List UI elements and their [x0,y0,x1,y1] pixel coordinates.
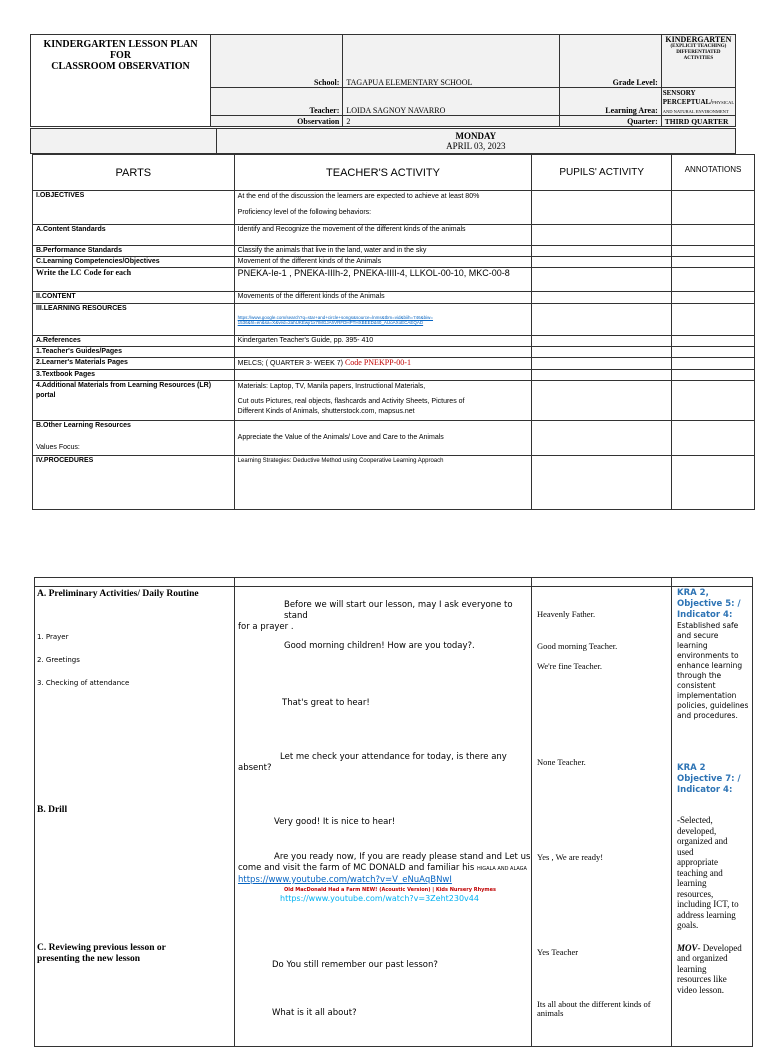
content-label: II.CONTENT [33,292,235,304]
lc-code-label: Write the LC Code for each [33,268,235,292]
teachers-activity-header: TEACHER'S ACTIVITY [234,155,532,191]
pupil-heavenly-father: Heavenly Father. [537,609,596,619]
additional-materials-label: 4.Additional Materials from Learning Resources (LR) portal [33,381,235,421]
grade-value: KINDERGARTEN (EXPLICIT TEACHING) DIFFERENTIATED ACTIVITIES [661,35,735,88]
annotation-text-2 [677,815,753,931]
lesson-plan-table [32,154,755,510]
parts-header: PARTS [33,155,235,191]
teacher-past-lesson-text: Do You still remember our past lesson? [272,960,438,970]
teacher-very-good-text: Very good! It is nice to hear! [274,817,396,827]
content-standards-label: A.Content Standards [33,225,235,246]
weekday: MONDAY [455,131,497,141]
pupil-none: None Teacher. [537,757,586,767]
quarter-label: Quarter: [559,116,661,127]
observation-label: Observation [211,116,343,127]
teacher-attendance-text: Let me check your attendance for today, is there any absent? [238,752,507,773]
annotation-line: and procedures. [677,711,738,720]
annotation-line: enhance learning [677,661,743,670]
objectives-text: At the end of the discussion the learners are expected to achieve at least 80% Proficiency level of the following behaviors: [234,191,532,225]
content-standards-text: Identify and Recognize the movement of the different kinds of the animals [234,225,532,246]
pupil-good-morning: Good morning Teacher. [537,641,618,651]
sub-attendance: 3. Checking of attendance [37,679,130,687]
section-review: C. Reviewing previous lesson or presenting the new lesson [37,943,166,964]
content-text: Movements of the different kinds of the Animals [234,292,532,304]
annotation-line: policies, guidelines [677,701,749,710]
lesson-date: APRIL 03, 2023 [446,141,506,151]
teacher-prayer-text: Before we will start our lesson, may I ask everyone to stand for a prayer . [238,600,513,632]
textbook-label: 3.Textbook Pages [33,370,235,381]
annotation-line: environments to [677,651,739,660]
annotation-line: learning [677,963,707,974]
annotation-line: resources like [677,974,727,984]
references-text: Kindergarten Teacher's Guide, pp. 395- 410 [234,336,532,347]
section-preliminary: A. Preliminary Activities/ Daily Routine [37,589,199,599]
annotation-line: learning [677,641,708,650]
procedures-text: Learning Strategies: Deductive Method using Cooperative Learning Approach [234,456,532,510]
learning-area-label: Learning Area: [559,88,661,116]
day-cell [216,129,735,154]
teachers-guides-label: 1.Teacher's Guides/Pages [33,347,235,358]
section-drill: B. Drill [37,805,68,815]
annotation-line: and secure [677,631,719,640]
day-blank-cell [31,129,217,154]
annotation-line: used [677,846,694,857]
annotation-line: implementation [677,691,737,700]
annotation-mov: MOV- Developed [677,942,742,953]
annotation-line: address learning [677,909,736,920]
sub-greetings: 2. Greetings [37,656,80,664]
lc-code-text: PNEKA-Ie-1 , PNEKA-IIIh-2, PNEKA-IIII-4, LLKOL-00-10, MKC-00-8 [234,268,532,292]
annotation-line: appropriate [677,857,718,867]
song-title: Old MacDonald Had a Farm NEW! (Acoustic Version) | Kids Nursery Rhymes [284,887,496,893]
performance-standards-text: Classify the animals that live in the land, water and in the sky [234,246,532,257]
annotation-kra-1: KRA 2, Objective 5: / Indicator 4: Established safe and secure learning environments to enhance learning through the consistent implementation policies, guidelines and procedures. [677,588,753,721]
other-resources-label: B.Other Learning Resources Values Focus: [33,421,235,456]
competencies-label: C.Learning Competencies/Objectives [33,257,235,268]
pupil-yes-teacher: Yes Teacher [537,947,579,957]
annotation-line: learning [677,878,707,888]
learning-resources-label: III.LEARNING RESOURCES [33,304,235,336]
additional-materials-text: Materials: Laptop, TV, Manila papers, Instructional Materials, Cut outs Pictures, real objects, flashcards and Activity Sheets, Pictures of Different Kinds of Animals, shutterstock.com, mapsus.net [234,381,532,421]
competencies-text: Movement of the different kinds of the Animals [234,257,532,268]
day-table [30,128,736,154]
annotation-text-3 [677,953,753,995]
annotation-line: -Selected, [677,815,713,825]
teacher-what-about-text: What is it all about? [272,1008,357,1018]
observation-value: 2 [343,116,559,127]
annotation-line: video lesson. [677,984,724,995]
annotation-line: Established safe [677,621,739,630]
procedures-label: IV.PROCEDURES [33,456,235,510]
annotation-line: organized and [677,836,728,846]
header-table [30,34,736,127]
teacher-drill-text: Are you ready now, If you are ready please stand and Let us come and visit the farm of MC DONALD and familiar his HIGALA AND ALAGA https://www.youtube.com/watch?v=V_eNuAqBNwI Old MacDonald Had a Farm NEW! (Acoustic Version) | Kids Nursery Rhymes https://www.youtube.com/watch?v=3Zeht230v44 [238,852,531,903]
annotations-header: ANNOTATIONS [672,155,755,191]
pupils-activity-header: PUPILS' ACTIVITY [532,155,672,191]
annotation-line: through the [677,671,722,680]
youtube-link-1[interactable]: https://www.youtube.com/watch?v=V_eNuAqBNwI [238,875,452,885]
teacher-value: LOIDA SAGNOY NAVARRO [343,88,559,116]
performance-standards-label: B.Performance Standards [33,246,235,257]
sub-prayer: 1. Prayer [37,633,69,641]
youtube-link-2[interactable]: https://www.youtube.com/watch?v=3Zeht230v44 [280,894,479,903]
annotation-line: consistent [677,681,716,690]
annotation-kra-2: KRA 2 Objective 7: / Indicator 4: -Selected, developed, organized and used appropriate teaching and learning resources, including ICT, to address learning goals. MOV- Developed and organized learning resources like video lesson. [677,763,753,995]
references-label: A.References [33,336,235,347]
values-focus-text: Appreciate the Value of the Animals/ Love and Care to the Animals [234,421,532,456]
teacher-great-text: That's great to hear! [282,698,370,708]
learners-materials-text: MELCS; ( QUARTER 3- WEEK 7) Code PNEKPP-00-1 [234,358,532,370]
annotation-line: including ICT, to [677,899,739,909]
learning-resources-link[interactable]: https://www.google.com/search?q=star+and+circle+songs&source=lnms&tbm=vid&biih=746&biw= 1536&hl=en&sa=X&ved=2ahUKEwjr1x7IMGJAhVRFDHPTHXBEEDd40_AUoAXoECAEQAD [234,304,532,336]
teacher-greeting-text: Good morning children! How are you today?. [284,641,475,651]
annotation-line: and organized [677,953,728,963]
annotation-line: goals. [677,920,699,930]
teacher-label: Teacher: [211,88,343,116]
learning-area-value: SENSORY PERCEPTUAL/PHYSICAL AND NATURAL ENVIRONMENT [662,89,734,114]
learners-materials-label: 2.Learner's Materials Pages [33,358,235,370]
objectives-label: I.OBJECTIVES [33,191,235,225]
lesson-plan-title: KINDERGARTEN LESSON PLAN FOR CLASSROOM OBSERVATION [31,35,211,127]
annotation-text-1 [677,621,753,721]
annotation-line: teaching and [677,867,723,878]
pupil-ready: Yes , We are ready! [537,852,604,862]
school-value: TAGAPUA ELEMENTARY SCHOOL [343,35,559,88]
school-label: School: [211,35,343,88]
annotation-line: developed, [677,825,717,836]
quarter-value: THIRD QUARTER [661,116,735,127]
grade-label: Grade Level: [559,35,661,88]
pupil-all-about: Its all about the different kinds of animals [537,999,651,1018]
procedure-pupils-cell [532,587,672,1047]
annotation-line: resources, [677,888,714,899]
pupil-fine: We're fine Teacher. [537,661,602,671]
